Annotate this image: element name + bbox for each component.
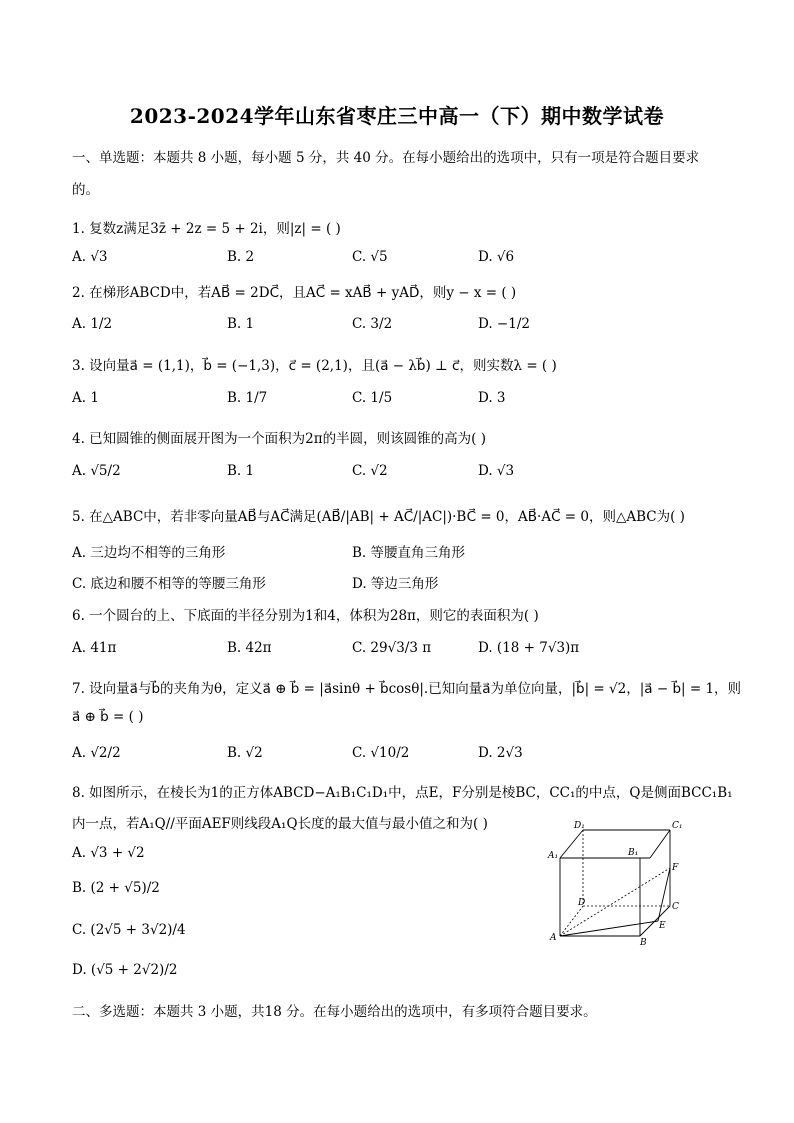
question-1-stem: 1. 复数z满足3z̄ + 2z = 5 + 2i，则|z| = ( )	[72, 221, 341, 237]
option-d: D. (√5 + 2√2)/2	[72, 962, 178, 978]
cube-figure	[540, 818, 690, 953]
question-6-stem: 6. 一个圆台的上、下底面的半径分别为1和4，体积为28π，则它的表面积为( )	[72, 608, 539, 624]
question-3-stem: 3. 设向量a⃗ = (1,1)，b⃗ = (−1,3)，c⃗ = (2,1)，且(a⃗ − λb⃗) ⊥ c⃗，则实数λ = ( )	[72, 358, 557, 374]
option-b: B. 1/7	[227, 390, 268, 406]
section2-heading: 二、多选题：本题共 3 小题，共18 分。在每小题给出的选项中，有多项符合题目要求。	[72, 1004, 597, 1020]
option-c: C. (2√5 + 3√2)/4	[72, 922, 186, 938]
option-d: D. 2√3	[478, 745, 523, 761]
label-c: C	[672, 902, 679, 912]
option-d: D. (18 + 7√3)π	[478, 640, 580, 656]
option-a: A. √5/2	[72, 463, 121, 479]
section1-heading-cont: 的。	[72, 182, 99, 198]
question-7-stem: 7. 设向量a⃗与b⃗的夹角为θ，定义a⃗ ⊕ b⃗ = |a⃗sinθ + b⃗cosθ|.已知向量a⃗为单位向量，|b⃗| = √2，|a⃗ − b⃗| = 1，则	[72, 681, 742, 697]
option-c: C. √2	[352, 463, 388, 479]
question-5-stem: 5. 在△ABC中，若非零向量AB⃗与AC⃗满足(AB⃗/|AB| + AC⃗/|AC|)·BC⃗ = 0，AB⃗·AC⃗ = 0，则△ABC为( )	[72, 509, 685, 525]
option-a: A. 41π	[72, 640, 117, 656]
option-b: B. 等腰直角三角形	[352, 545, 466, 561]
label-b: B	[640, 938, 647, 948]
option-c: C. 29√3/3 π	[352, 640, 432, 656]
option-b: B. 2	[227, 249, 255, 265]
option-d: D. √3	[478, 463, 515, 479]
question-4-stem: 4. 已知圆锥的侧面展开图为一个面积为2π的半圆，则该圆锥的高为( )	[72, 431, 486, 447]
label-c1: C₁	[672, 821, 683, 831]
section1-heading: 一、单选题：本题共 8 小题，每小题 5 分，共 40 分。在每小题给出的选项中，只有一项是符合题目要求	[72, 150, 700, 166]
option-c: C. 1/5	[352, 390, 393, 406]
option-c: C. √5	[352, 249, 388, 265]
option-a: A. √2/2	[72, 745, 121, 761]
option-d: D. 等边三角形	[352, 576, 439, 592]
label-a1: A₁	[548, 851, 559, 861]
option-d: D. √6	[478, 249, 515, 265]
option-b: B. (2 + √5)/2	[72, 880, 160, 896]
option-a: A. 1	[72, 390, 99, 406]
option-c: C. √10/2	[352, 745, 410, 761]
question-2-stem: 2. 在梯形ABCD中，若AB⃗ = 2DC⃗，且AC⃗ = xAB⃗ + yAD⃗，则y − x = ( )	[72, 285, 517, 301]
question-7-stem-cont: a⃗ ⊕ b⃗ = ( )	[72, 709, 144, 725]
option-b: B. √2	[227, 745, 263, 761]
option-b: B. 42π	[227, 640, 272, 656]
label-a: A	[550, 933, 557, 943]
option-d: D. −1/2	[478, 316, 530, 332]
label-f: F	[672, 863, 679, 873]
option-c: C. 3/2	[352, 316, 393, 332]
option-d: D. 3	[478, 390, 506, 406]
option-a: A. √3	[72, 249, 108, 265]
option-b: B. 1	[227, 316, 255, 332]
option-b: B. 1	[227, 463, 255, 479]
option-a: A. √3 + √2	[72, 845, 145, 861]
option-a: A. 1/2	[72, 316, 113, 332]
option-a: A. 三边均不相等的三角形	[72, 545, 226, 561]
label-d1: D₁	[574, 821, 585, 831]
page-title: 2023-2024学年山东省枣庄三中高一（下）期中数学试卷	[129, 104, 665, 128]
label-d: D	[578, 898, 586, 908]
option-c: C. 底边和腰不相等的等腰三角形	[72, 576, 266, 592]
question-8-stem-cont: 内一点，若A₁Q//平面AEF则线段A₁Q长度的最大值与最小值之和为( )	[72, 816, 488, 832]
label-e: E	[659, 921, 666, 931]
question-8-stem: 8. 如图所示，在棱长为1的正方体ABCD−A₁B₁C₁D₁中，点E，F分别是棱BC，CC₁的中点，Q是侧面BCC₁B₁	[72, 785, 733, 801]
label-b1: B₁	[628, 848, 639, 858]
